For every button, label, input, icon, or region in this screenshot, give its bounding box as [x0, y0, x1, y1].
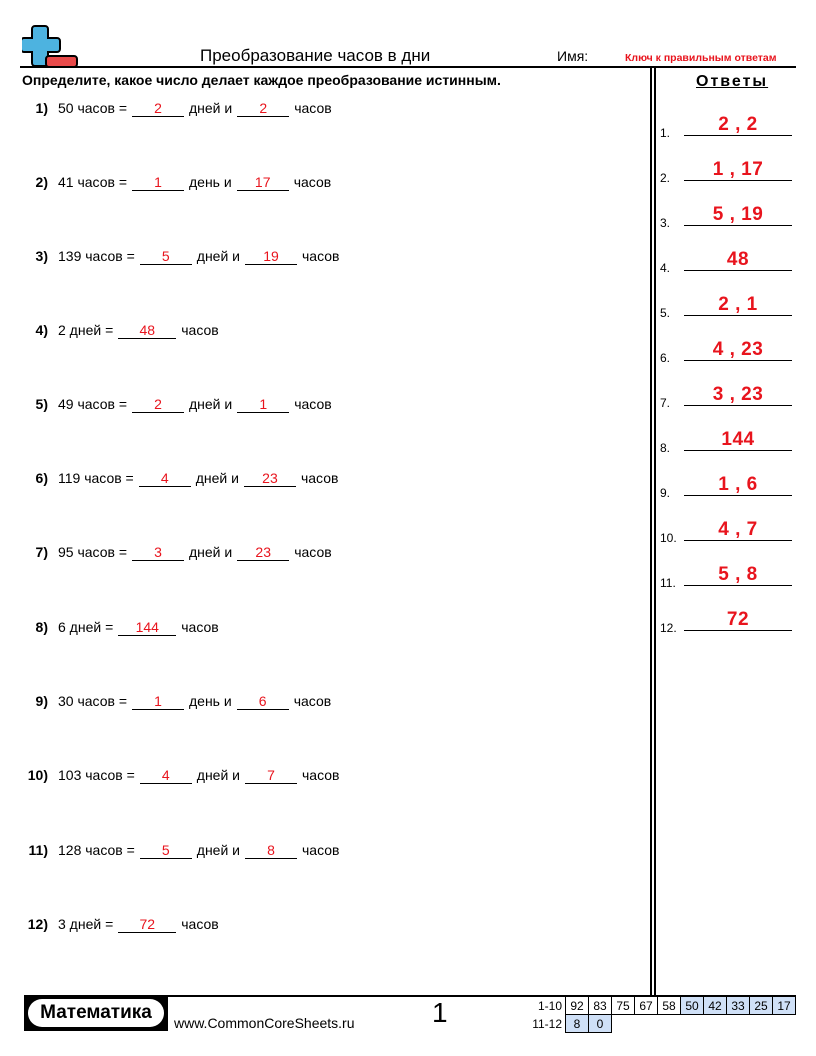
problem-given: 50 часов = — [58, 100, 127, 116]
problem-middle-text: день и — [189, 174, 232, 190]
problem-middle-text: дней и — [189, 396, 233, 412]
answer-number: 7. — [660, 396, 671, 410]
problem-unit: часов — [302, 248, 340, 264]
answer-number: 8. — [660, 441, 671, 455]
answer-number: 2. — [660, 171, 671, 185]
answer-row — [660, 521, 792, 545]
answer-number: 5. — [660, 306, 671, 320]
problem-middle-text: дней и — [196, 248, 240, 264]
answer-value: 48 — [726, 249, 750, 270]
problem-row — [0, 470, 338, 487]
answer-value: 144 — [721, 429, 755, 450]
score-empty — [681, 1015, 704, 1033]
score-cell: 50 — [681, 997, 704, 1015]
answer-value: 4 , 23 — [712, 339, 764, 360]
problem-row — [0, 396, 332, 413]
answers-heading: Ответы — [696, 73, 769, 90]
problem-middle-text: день и — [189, 693, 232, 709]
score-empty — [612, 1015, 635, 1033]
problem-unit: часов — [181, 916, 219, 932]
score-table — [520, 996, 796, 1033]
problem-unit: часов — [294, 100, 332, 116]
problem-row — [0, 916, 219, 933]
answer-blank[interactable]: 23 — [237, 544, 289, 561]
worksheet-title: Преобразование часов в дни — [200, 46, 431, 65]
problem-middle-text: дней и — [189, 100, 233, 116]
answer-blank[interactable]: 2 — [132, 100, 184, 117]
answer-number: 6. — [660, 351, 671, 365]
brand-badge — [24, 995, 168, 1031]
answer-blank[interactable]: 5 — [140, 842, 192, 859]
score-cell: 75 — [612, 997, 635, 1015]
answer-blank[interactable]: 7 — [245, 767, 297, 784]
answer-row — [660, 296, 792, 320]
problem-row — [0, 693, 331, 710]
answer-row — [660, 116, 792, 140]
problem-number: 3) — [35, 248, 48, 264]
score-empty — [635, 1015, 658, 1033]
answer-blank[interactable]: 1 — [132, 693, 184, 710]
problem-row — [0, 248, 339, 265]
problem-row — [0, 174, 331, 191]
problem-row — [0, 767, 339, 784]
answer-value: 5 , 19 — [712, 204, 764, 225]
problem-number: 2) — [35, 174, 48, 190]
problem-middle-text: дней и — [196, 842, 240, 858]
answer-row — [660, 611, 792, 635]
answer-blank[interactable]: 6 — [237, 693, 289, 710]
answer-value: 5 , 8 — [718, 564, 758, 585]
answer-blank[interactable]: 4 — [139, 470, 191, 487]
problem-middle-text: дней и — [196, 767, 240, 783]
score-empty — [727, 1015, 750, 1033]
name-label: Имя: — [557, 48, 589, 64]
problem-unit: часов — [302, 842, 340, 858]
score-range-label: 11-12 — [532, 1016, 562, 1031]
score-cell: 42 — [704, 997, 727, 1015]
problem-number: 4) — [35, 322, 48, 338]
problem-middle-text: дней и — [195, 470, 239, 486]
answer-blank[interactable]: 8 — [245, 842, 297, 859]
answer-blank[interactable]: 2 — [132, 396, 184, 413]
answer-row — [660, 206, 792, 230]
score-empty — [773, 1015, 796, 1033]
problem-given: 2 дней = — [58, 322, 114, 338]
problem-given: 128 часов = — [58, 842, 135, 858]
problem-number: 5) — [35, 396, 48, 412]
header-divider — [20, 66, 796, 68]
answer-blank[interactable]: 17 — [237, 174, 289, 191]
answer-number: 10. — [660, 531, 677, 545]
problem-unit: часов — [293, 693, 332, 709]
answer-row — [660, 566, 792, 590]
answer-row — [660, 386, 792, 410]
score-empty — [658, 1015, 681, 1033]
answer-number: 1. — [660, 126, 671, 140]
problem-given: 3 дней = — [58, 916, 114, 932]
answer-blank[interactable]: 72 — [118, 916, 176, 933]
answer-blank[interactable]: 5 — [140, 248, 192, 265]
problem-given: 6 дней = — [58, 619, 114, 635]
score-cell: 33 — [727, 997, 750, 1015]
answer-column-divider — [654, 67, 656, 996]
problem-number: 12) — [27, 916, 48, 932]
problem-given: 49 часов = — [58, 396, 127, 412]
problem-number: 8) — [35, 619, 48, 635]
instructions: Определите, какое число делает каждое преобразование истинным. — [22, 72, 501, 88]
problem-number: 9) — [35, 693, 48, 709]
problem-number: 1) — [35, 100, 48, 116]
answer-number: 3. — [660, 216, 671, 230]
score-cell: 83 — [589, 997, 612, 1015]
answer-value: 2 , 2 — [718, 114, 758, 135]
answer-blank[interactable]: 48 — [118, 322, 176, 339]
problem-given: 139 часов = — [58, 248, 135, 264]
problem-middle-text: дней и — [189, 544, 233, 560]
problem-number: 10) — [27, 767, 48, 783]
score-cell: 0 — [589, 1015, 612, 1033]
problem-unit: часов — [300, 470, 339, 486]
page-number: 1 — [432, 997, 448, 1028]
answer-value: 72 — [726, 609, 750, 630]
answer-blank[interactable]: 1 — [237, 396, 289, 413]
problem-unit: часов — [294, 544, 332, 560]
score-range-label: 1-10 — [537, 998, 562, 1013]
site-url: www.CommonCoreSheets.ru — [174, 1015, 355, 1031]
score-cell: 67 — [635, 997, 658, 1015]
answer-value: 2 , 1 — [718, 294, 758, 315]
problem-given: 119 часов = — [58, 470, 134, 486]
answer-blank[interactable]: 144 — [118, 619, 176, 636]
problem-unit: часов — [181, 619, 219, 635]
answer-value: 1 , 6 — [718, 474, 758, 495]
score-row — [520, 1015, 796, 1033]
score-empty — [704, 1015, 727, 1033]
answer-column-divider — [650, 67, 652, 996]
answer-row — [660, 341, 792, 365]
math-logo-icon — [22, 24, 80, 68]
problem-number: 6) — [35, 470, 48, 486]
problem-unit: часов — [302, 767, 340, 783]
answer-number: 11. — [660, 576, 676, 590]
answer-number: 4. — [660, 261, 671, 275]
answer-blank[interactable]: 23 — [244, 470, 296, 487]
score-row — [520, 997, 796, 1015]
answer-blank[interactable]: 1 — [132, 174, 184, 191]
answer-blank[interactable]: 4 — [140, 767, 192, 784]
answer-blank[interactable]: 2 — [237, 100, 289, 117]
problem-row — [0, 619, 219, 636]
problem-given: 30 часов = — [58, 693, 127, 709]
problem-given: 41 часов = — [58, 174, 127, 190]
answer-row — [660, 431, 792, 455]
problem-row — [0, 100, 332, 117]
answer-row — [660, 251, 792, 275]
problem-row — [0, 322, 219, 339]
score-cell: 8 — [566, 1015, 589, 1033]
answer-value: 1 , 17 — [712, 159, 764, 180]
score-empty — [750, 1015, 773, 1033]
problem-row — [0, 842, 339, 859]
answer-row — [660, 161, 792, 185]
problem-number: 7) — [35, 544, 48, 560]
brand-label: Математика — [28, 999, 164, 1027]
answer-blank[interactable]: 3 — [132, 544, 184, 561]
problem-unit: часов — [293, 174, 332, 190]
answer-number: 9. — [660, 486, 671, 500]
problem-given: 95 часов = — [58, 544, 127, 560]
score-cell: 92 — [566, 997, 589, 1015]
problem-given: 103 часов = — [58, 767, 135, 783]
answer-number: 12. — [660, 621, 677, 635]
score-cell: 17 — [773, 997, 796, 1015]
answer-blank[interactable]: 19 — [245, 248, 297, 265]
answer-value: 4 , 7 — [718, 519, 758, 540]
problem-number: 11) — [28, 842, 48, 858]
score-cell: 58 — [658, 997, 681, 1015]
problem-unit: часов — [181, 322, 219, 338]
problem-row — [0, 544, 332, 561]
score-cell: 25 — [750, 997, 773, 1015]
answer-value: 3 , 23 — [712, 384, 764, 405]
answer-key-label: Ключ к правильным ответам — [625, 52, 777, 64]
answer-row — [660, 476, 792, 500]
problem-unit: часов — [294, 396, 332, 412]
